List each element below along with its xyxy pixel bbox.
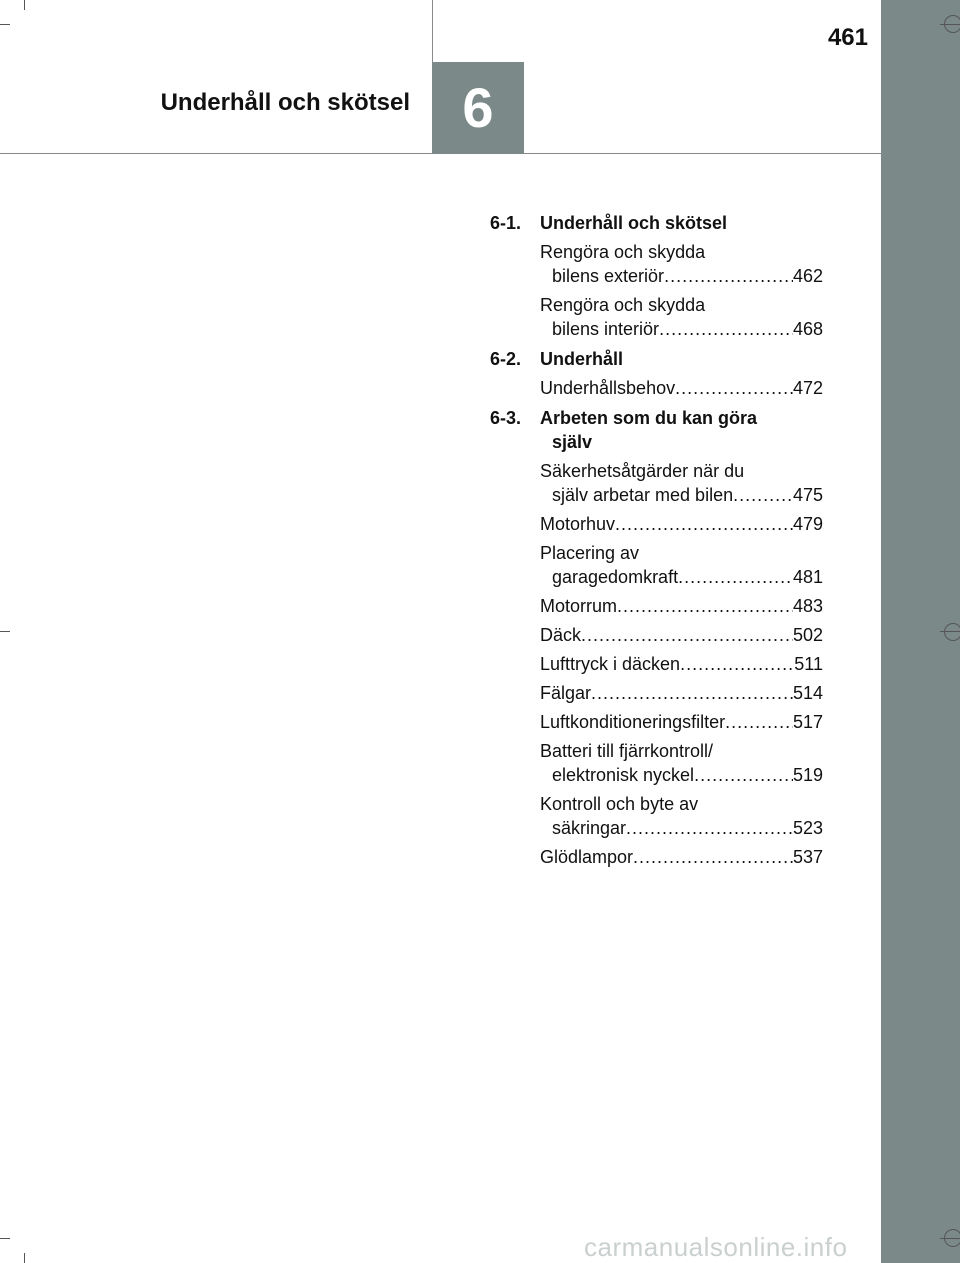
- section-number: 6-1.: [490, 213, 522, 233]
- entry-page: 462: [792, 266, 823, 286]
- crop-mark: [0, 631, 10, 632]
- toc-entry[interactable]: [490, 623, 823, 647]
- entry-title: Kontroll och byte av: [540, 794, 699, 814]
- entry-page: 468: [792, 319, 823, 339]
- entry-title: Rengöra och skydda: [540, 295, 706, 315]
- entry-title: Rengöra och skydda: [540, 242, 706, 262]
- dot-leader: [675, 376, 793, 400]
- toc-entry[interactable]: [490, 512, 823, 536]
- page-number: 461: [827, 24, 868, 51]
- entry-page: 523: [792, 818, 823, 838]
- entry-title: Batteri till fjärrkontroll/: [540, 741, 714, 761]
- entry-title: Underhållsbehov: [540, 378, 676, 398]
- crop-mark: [24, 1253, 25, 1263]
- crop-mark: [940, 631, 960, 632]
- entry-title: Däck: [540, 625, 582, 645]
- section-number: 6-2.: [490, 349, 522, 369]
- crop-mark: [0, 1238, 10, 1239]
- entry-page: 483: [792, 596, 823, 616]
- section-title-cont: själv: [552, 432, 593, 452]
- dot-leader: [581, 623, 793, 647]
- entry-title-cont: elektronisk nyckel: [552, 765, 695, 785]
- entry-title: Motorrum: [540, 596, 618, 616]
- entry-title-cont: själv arbetar med bilen: [552, 485, 734, 505]
- toc-entry[interactable]: [490, 792, 823, 840]
- entry-page: 519: [792, 765, 823, 785]
- dot-leader: [633, 845, 793, 869]
- chapter-number-box: 6: [432, 62, 524, 154]
- toc-entry[interactable]: [490, 652, 823, 676]
- section-number: 6-3.: [490, 408, 522, 428]
- entry-page: 511: [794, 654, 823, 674]
- entry-title: Säkerhetsåtgärder när du: [540, 461, 745, 481]
- entry-title-cont: säkringar: [552, 818, 627, 838]
- entry-title: Lufttryck i däcken: [540, 654, 681, 674]
- entry-title-cont: bilens exteriör: [552, 266, 665, 286]
- dot-leader: [615, 512, 793, 536]
- crop-mark: [24, 0, 25, 10]
- toc-entry[interactable]: [490, 681, 823, 705]
- crop-mark: [940, 1238, 960, 1239]
- toc-entry[interactable]: [490, 459, 823, 507]
- entry-page: 472: [792, 378, 823, 398]
- crop-mark: [0, 24, 10, 25]
- entry-page: 481: [792, 567, 823, 587]
- dot-leader: [694, 763, 793, 787]
- dot-leader: [680, 652, 794, 676]
- dot-leader: [733, 483, 793, 507]
- dot-leader: [626, 816, 793, 840]
- section-title: Underhåll: [540, 349, 624, 369]
- entry-title: Motorhuv: [540, 514, 616, 534]
- table-of-contents: [490, 211, 823, 869]
- dot-leader: [659, 317, 793, 341]
- entry-title: Fälgar: [540, 683, 592, 703]
- dot-leader: [591, 681, 793, 705]
- entry-title: Placering av: [540, 543, 640, 563]
- entry-page: 502: [792, 625, 823, 645]
- section-title: Underhåll och skötsel: [540, 213, 728, 233]
- dot-leader: [725, 710, 793, 734]
- toc-entry[interactable]: [490, 376, 823, 400]
- dot-leader: [664, 264, 793, 288]
- toc-section-6-2: [490, 347, 823, 371]
- header-divider: [432, 0, 433, 62]
- dot-leader: [678, 565, 793, 589]
- toc-section-6-1: [490, 211, 823, 235]
- registration-mark-icon: [944, 623, 960, 641]
- entry-page: 537: [792, 847, 823, 867]
- entry-title-cont: bilens interiör: [552, 319, 660, 339]
- entry-title: Glödlampor: [540, 847, 634, 867]
- toc-section-6-3: [490, 406, 823, 454]
- section-title: Arbeten som du kan göra: [540, 408, 758, 428]
- toc-entry[interactable]: [490, 594, 823, 618]
- toc-entry[interactable]: [490, 293, 823, 341]
- entry-page: 479: [792, 514, 823, 534]
- entry-page: 475: [792, 485, 823, 505]
- dot-leader: [617, 594, 793, 618]
- crop-mark: [940, 24, 960, 25]
- toc-entry[interactable]: [490, 240, 823, 288]
- toc-entry[interactable]: [490, 739, 823, 787]
- toc-entry[interactable]: [490, 845, 823, 869]
- entry-title: Luftkonditioneringsfilter: [540, 712, 726, 732]
- chapter-title: Underhåll och skötsel: [160, 89, 410, 116]
- toc-entry[interactable]: [490, 710, 823, 734]
- toc-entry[interactable]: [490, 541, 823, 589]
- entry-page: 514: [792, 683, 823, 703]
- entry-title-cont: garagedomkraft: [552, 567, 679, 587]
- watermark: carmanualsonline.info: [584, 1232, 848, 1262]
- entry-page: 517: [792, 712, 823, 732]
